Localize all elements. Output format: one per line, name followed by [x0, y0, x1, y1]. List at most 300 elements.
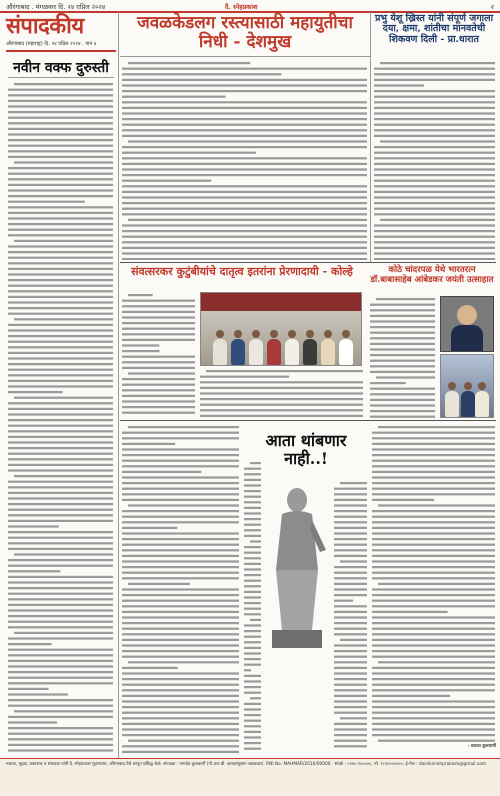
- text-line: [122, 745, 239, 747]
- text-line: [370, 315, 435, 317]
- text-line: [122, 560, 239, 562]
- text-line: [14, 240, 113, 242]
- text-line: [8, 441, 113, 443]
- text-line: [334, 555, 367, 557]
- text-line: [122, 361, 195, 363]
- text-line: [8, 688, 49, 690]
- text-line: [122, 482, 239, 484]
- text-line: [122, 90, 367, 92]
- text-line: [374, 90, 495, 92]
- text-line: [8, 201, 85, 203]
- text-line: [8, 548, 113, 550]
- text-line: [8, 738, 113, 740]
- text-line: [334, 644, 367, 646]
- text-line: [374, 258, 495, 260]
- text-line: [372, 717, 495, 719]
- text-line: [244, 585, 261, 587]
- text-line: [374, 107, 495, 109]
- text-line: [372, 527, 495, 529]
- text-line: [8, 419, 113, 421]
- text-line: [372, 510, 495, 512]
- text-line: [370, 393, 435, 395]
- text-line: [122, 384, 195, 386]
- section-rule: [120, 420, 496, 421]
- text-line: [370, 360, 435, 362]
- text-line: [122, 684, 239, 686]
- text-line: [334, 689, 367, 691]
- text-line: [372, 432, 495, 434]
- text-line: [374, 180, 495, 182]
- text-line: [8, 486, 113, 488]
- text-line: [372, 448, 495, 450]
- text-line: [8, 509, 113, 511]
- text-line: [334, 650, 367, 652]
- text-line: [372, 443, 495, 445]
- text-line: [8, 609, 113, 611]
- text-line: [334, 572, 367, 574]
- text-line: [8, 301, 113, 303]
- text-line: [122, 389, 195, 391]
- text-line: [122, 476, 239, 478]
- text-line: [334, 712, 367, 714]
- text-line: [244, 624, 261, 626]
- text-line: [200, 392, 363, 394]
- text-line: [372, 482, 495, 484]
- text-line: [122, 300, 195, 302]
- text-line: [122, 252, 367, 254]
- text-line: [370, 399, 435, 401]
- masthead: [6, 10, 116, 52]
- text-line: [244, 524, 261, 526]
- masthead-title: संपादकीय: [6, 13, 84, 39]
- quote-side-lines: [334, 480, 368, 750]
- text-line: [8, 262, 113, 264]
- text-line: [8, 133, 113, 135]
- text-line: [8, 520, 113, 522]
- text-line: [378, 740, 495, 742]
- text-line: [334, 605, 367, 607]
- text-line: [8, 587, 113, 589]
- text-line: [372, 560, 495, 562]
- text-line: [374, 157, 495, 159]
- text-line: [334, 583, 367, 585]
- text-line: [122, 488, 239, 490]
- text-line: [374, 146, 495, 148]
- text-line: [372, 544, 495, 546]
- text-line: [128, 62, 250, 64]
- text-line: [122, 378, 195, 380]
- family-story-bottom: [200, 368, 364, 418]
- text-line: [372, 471, 495, 473]
- text-line: [122, 230, 367, 232]
- text-line: [244, 507, 261, 509]
- text-line: [8, 245, 113, 247]
- text-line: [122, 672, 239, 674]
- text-line: [372, 650, 495, 652]
- text-line: [244, 669, 251, 671]
- text-line: [334, 661, 367, 663]
- text-line: [374, 84, 424, 86]
- text-line: [334, 684, 367, 686]
- text-line: [372, 465, 495, 467]
- text-line: [8, 525, 59, 527]
- quote-headline: आता थांबणार नाही..!: [265, 431, 347, 468]
- editorial-title: नवीन वक्फ दुरुस्ती: [13, 60, 109, 76]
- lower-story-left: [122, 424, 240, 754]
- text-line: [8, 537, 113, 539]
- text-line: [8, 167, 113, 169]
- text-line: [8, 598, 113, 600]
- text-line: [372, 667, 495, 669]
- text-line: [374, 118, 495, 120]
- text-line: [8, 229, 113, 231]
- text-line: [8, 671, 113, 673]
- text-line: [14, 553, 113, 555]
- text-line: [8, 329, 113, 331]
- text-line: [340, 560, 367, 562]
- text-line: [244, 675, 261, 677]
- ambedkar-story: [370, 296, 436, 418]
- text-line: [8, 733, 113, 735]
- text-line: [334, 656, 367, 658]
- text-line: [8, 570, 60, 572]
- text-line: [8, 217, 113, 219]
- text-line: [8, 503, 113, 505]
- text-line: [374, 213, 495, 215]
- text-line: [206, 370, 363, 372]
- text-line: [122, 538, 239, 540]
- text-line: [122, 258, 367, 260]
- text-line: [8, 105, 113, 107]
- text-line: [374, 152, 495, 154]
- text-line: [122, 521, 239, 523]
- text-line: [8, 436, 113, 438]
- lower-left-lines: [122, 424, 240, 754]
- text-line: [8, 402, 113, 404]
- text-line: [8, 744, 113, 746]
- text-line: [372, 538, 495, 540]
- column-separator: [118, 12, 119, 758]
- text-line: [122, 185, 367, 187]
- text-line: [370, 337, 435, 339]
- text-line: [128, 372, 195, 374]
- text-line: [122, 695, 239, 697]
- text-line: [122, 527, 177, 529]
- text-line: [8, 212, 113, 214]
- text-line: [376, 298, 435, 300]
- text-line: [374, 191, 495, 193]
- text-line: [334, 510, 367, 512]
- text-line: [14, 83, 113, 85]
- text-line: [122, 633, 239, 635]
- text-line: [122, 605, 239, 607]
- text-line: [244, 535, 261, 537]
- text-line: [122, 367, 195, 369]
- text-line: [122, 656, 239, 658]
- text-line: [122, 208, 367, 210]
- text-line: [372, 493, 495, 495]
- text-line: [374, 174, 495, 176]
- text-line: [8, 189, 113, 191]
- text-line: [128, 740, 239, 742]
- text-line: [8, 464, 113, 466]
- text-line: [8, 542, 113, 544]
- text-line: [128, 426, 239, 428]
- text-line: [122, 728, 239, 730]
- text-line: [244, 512, 261, 514]
- text-line: [374, 208, 495, 210]
- text-line: [370, 416, 435, 418]
- text-line: [244, 563, 261, 565]
- text-line: [334, 700, 367, 702]
- text-line: [372, 499, 434, 501]
- text-line: [334, 493, 367, 495]
- text-line: [8, 604, 113, 606]
- text-line: [334, 667, 367, 669]
- text-line: [8, 206, 113, 208]
- lower-right-lines: [372, 424, 496, 742]
- text-line: [374, 79, 495, 81]
- text-line: [128, 504, 239, 506]
- text-line: [372, 622, 495, 624]
- text-line: [380, 219, 495, 221]
- text-line: [200, 404, 363, 406]
- text-line: [334, 628, 367, 630]
- text-line: [200, 381, 363, 383]
- text-line: [244, 725, 261, 727]
- text-line: [128, 140, 367, 142]
- text-line: [8, 223, 113, 225]
- text-line: [200, 398, 363, 400]
- text-line: [334, 588, 367, 590]
- text-line: [122, 101, 367, 103]
- quote-side-text: [334, 480, 368, 750]
- text-line: [250, 462, 261, 464]
- text-line: [122, 622, 239, 624]
- text-line: [374, 241, 495, 243]
- text-line: [8, 413, 113, 415]
- text-line: [8, 705, 113, 707]
- text-line: [244, 641, 261, 643]
- text-line: [8, 408, 113, 410]
- text-line: [374, 96, 495, 98]
- text-line: [128, 583, 190, 585]
- text-line: [244, 714, 261, 716]
- headline-rule: [120, 56, 370, 57]
- text-line: [244, 748, 261, 750]
- text-line: [8, 150, 113, 152]
- text-line: [370, 343, 435, 345]
- text-line: [8, 346, 113, 348]
- right-story-body: [374, 60, 496, 260]
- text-line: [372, 656, 495, 658]
- dateline-page: २: [490, 3, 494, 11]
- text-line: [122, 333, 195, 335]
- text-line: [8, 576, 113, 578]
- text-line: [334, 544, 367, 546]
- text-line: [250, 619, 261, 621]
- text-line: [8, 531, 113, 533]
- text-line: [370, 382, 406, 384]
- text-line: [122, 322, 195, 324]
- text-line: [8, 273, 113, 275]
- text-line: [122, 532, 239, 534]
- text-line: [122, 628, 239, 630]
- text-line: [8, 637, 113, 639]
- text-line: [370, 371, 435, 373]
- family-left-lines: [122, 292, 196, 418]
- text-line: [8, 324, 113, 326]
- text-line: [380, 140, 495, 142]
- photo-banner: [201, 293, 361, 311]
- text-line: [334, 734, 367, 736]
- text-line: [8, 178, 113, 180]
- text-line: [334, 549, 367, 551]
- text-line: [122, 454, 239, 456]
- text-line: [374, 247, 495, 249]
- text-line: [250, 697, 261, 699]
- text-line: [122, 443, 175, 445]
- text-line: [122, 163, 367, 165]
- text-line: [244, 518, 261, 520]
- text-line: [122, 84, 367, 86]
- text-line: [14, 710, 113, 712]
- text-line: [8, 430, 113, 432]
- text-line: [244, 680, 261, 682]
- text-line: [372, 476, 495, 478]
- text-line: [376, 376, 435, 378]
- text-line: [374, 68, 495, 70]
- dateline-paper: दै. स्नेहप्रकाश: [225, 3, 258, 11]
- text-line: [340, 639, 367, 641]
- text-line: [374, 112, 495, 114]
- text-line: [370, 354, 435, 356]
- text-line: [244, 602, 261, 604]
- text-line: [372, 521, 495, 523]
- text-line: [334, 678, 367, 680]
- text-line: [122, 437, 239, 439]
- text-line: [122, 68, 367, 70]
- text-line: [14, 161, 113, 163]
- text-line: [244, 596, 261, 598]
- text-line: [244, 473, 261, 475]
- text-line: [8, 122, 113, 124]
- text-line: [8, 313, 113, 315]
- text-line: [8, 643, 52, 645]
- text-line: [244, 484, 261, 486]
- text-line: [372, 628, 495, 630]
- text-line: [122, 499, 239, 501]
- text-line: [122, 400, 195, 402]
- text-line: [122, 594, 239, 596]
- text-line: [122, 644, 239, 646]
- text-line: [374, 236, 495, 238]
- text-line: [372, 566, 495, 568]
- text-line: [122, 196, 367, 198]
- text-line: [372, 611, 448, 613]
- text-line: [122, 339, 195, 341]
- text-line: [122, 311, 195, 313]
- statue-figure: [262, 480, 332, 650]
- text-line: [8, 682, 113, 684]
- text-line: [244, 630, 261, 632]
- text-line: [8, 195, 113, 197]
- text-line: [370, 304, 435, 306]
- text-line: [8, 626, 113, 628]
- text-line: [122, 611, 239, 613]
- text-line: [122, 174, 367, 176]
- text-line: [244, 658, 261, 660]
- text-line: [8, 307, 113, 309]
- ambedkar-headline: कोठे चांदरपळ येथे भारतरत्न डॉ.बाबासाहेब आंबेडकर जयंती उत्साहात: [370, 265, 494, 285]
- text-line: [8, 296, 113, 298]
- text-line: [8, 89, 113, 91]
- text-line: [122, 344, 159, 346]
- text-line: [244, 720, 261, 722]
- text-line: [372, 532, 495, 534]
- text-line: [334, 616, 367, 618]
- text-line: [372, 706, 495, 708]
- text-line: [372, 712, 495, 714]
- text-line: [122, 577, 239, 579]
- text-line: [122, 712, 239, 714]
- text-line: [8, 279, 113, 281]
- text-line: [372, 555, 495, 557]
- text-line: [8, 727, 113, 729]
- text-line: [122, 723, 239, 725]
- text-line: [122, 566, 239, 568]
- text-line: [334, 594, 367, 596]
- text-line: [8, 453, 113, 455]
- text-line: [122, 650, 239, 652]
- text-line: [244, 736, 261, 738]
- text-line: [122, 689, 239, 691]
- text-line: [122, 700, 239, 702]
- text-line: [372, 734, 495, 736]
- text-line: [334, 577, 367, 579]
- text-line: [370, 348, 435, 350]
- text-line: [122, 412, 195, 414]
- text-line: [8, 497, 113, 499]
- text-line: [122, 305, 195, 307]
- text-line: [8, 492, 113, 494]
- text-line: [370, 404, 435, 406]
- text-line: [340, 717, 367, 719]
- main-headline: जवळकेडलग रस्त्यासाठी महायुतीचा निधी - देशमुख: [137, 13, 353, 52]
- text-line: [122, 152, 256, 154]
- text-line: [122, 706, 239, 708]
- text-line: [8, 721, 57, 723]
- text-line: [122, 717, 239, 719]
- text-line: [122, 202, 367, 204]
- text-line: [374, 196, 495, 198]
- text-line: [244, 468, 261, 470]
- text-line: [372, 700, 495, 702]
- text-line: [372, 588, 495, 590]
- text-line: [340, 482, 367, 484]
- text-line: [8, 660, 113, 662]
- text-line: [244, 546, 261, 548]
- text-line: [372, 577, 495, 579]
- text-line: [374, 163, 495, 165]
- text-line: [372, 639, 495, 641]
- text-line: [122, 168, 367, 170]
- text-line: [122, 107, 367, 109]
- text-line: [122, 549, 239, 551]
- text-line: [334, 695, 367, 697]
- text-line: [122, 465, 239, 467]
- text-line: [372, 728, 495, 730]
